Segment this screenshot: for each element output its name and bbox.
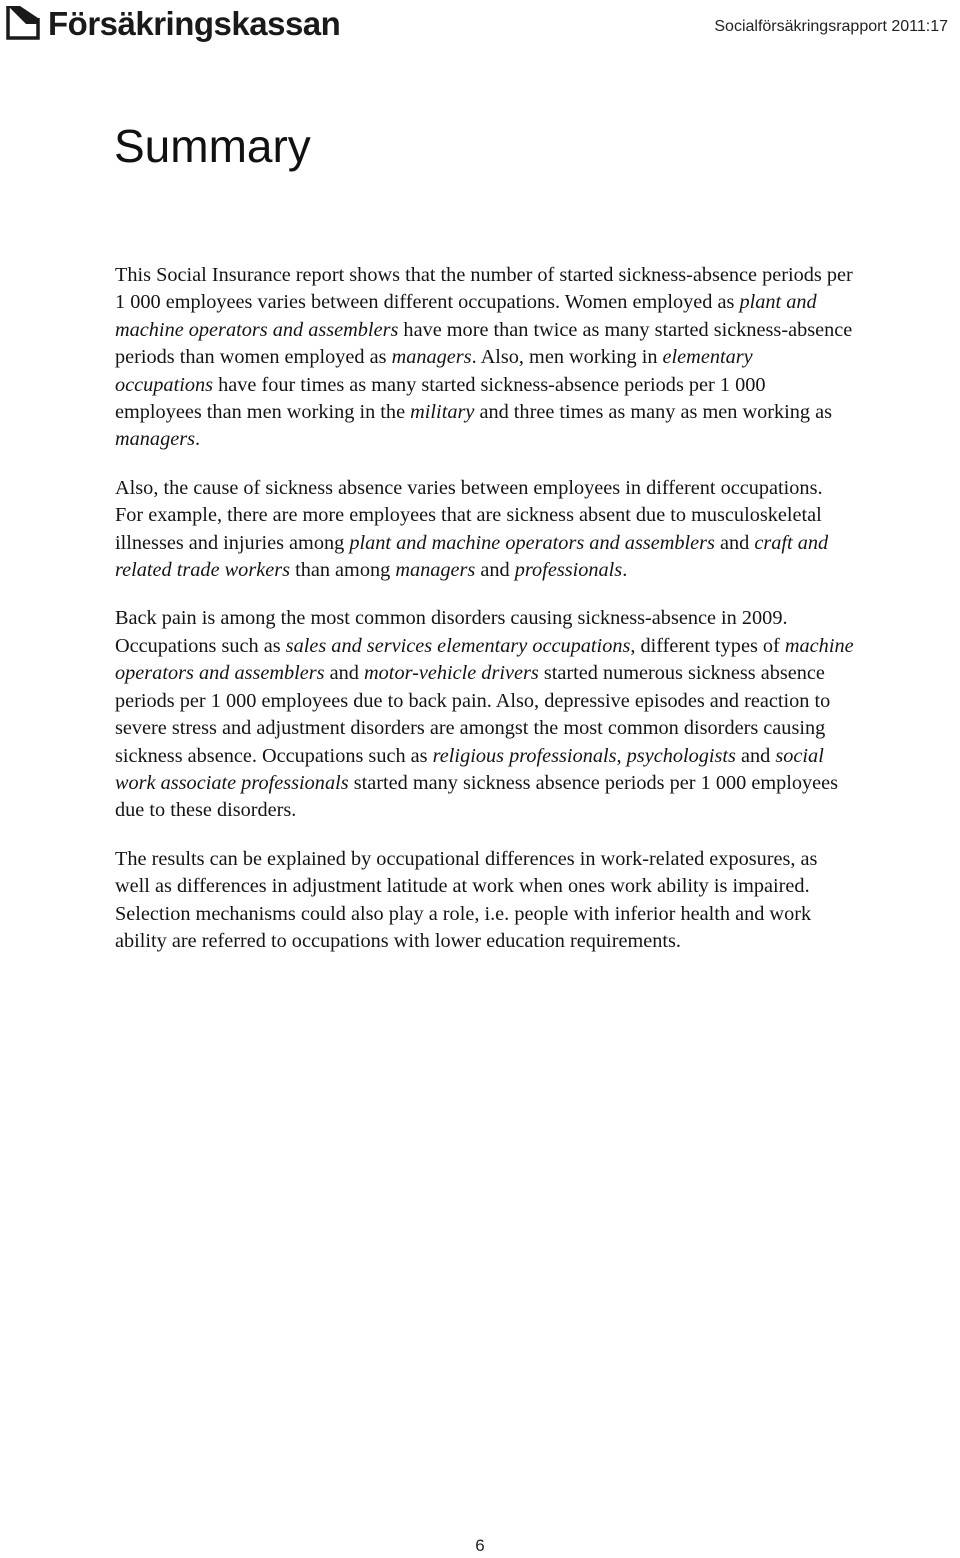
italic-term: plant and machine operators and assemblers (349, 531, 715, 554)
italic-term: plant and machine operators and assemblers (115, 291, 817, 341)
page-number: 6 (475, 1536, 485, 1555)
text-run: and three times as many as men working as (474, 401, 833, 424)
page-header (0, 0, 960, 60)
text-run: The results can be explained by occupational differences in work-related exposures, as well as differences in adjustment latitude at work when ones work ability is impaired. Selection mechanisms could also play a role, i.e. people with inferior health and work ability are referred to occupations with lower education requirements. (115, 847, 818, 952)
italic-term: craft and related trade workers (115, 531, 829, 582)
text-run: than among (290, 559, 396, 582)
text-run: and (735, 744, 776, 767)
italic-term: religious professionals (432, 744, 617, 767)
text-run: Also, the cause of sickness absence varies between employees in different occupations. For example, there are more employees that are sickness absent due to musculoskeletal illnesses and injuries among (115, 476, 823, 554)
forsakringskassan-logo-icon (6, 4, 40, 40)
paragraph-2 (115, 475, 855, 585)
page-title: Summary (114, 120, 311, 172)
report-identifier: Socialförsäkringsrapport 2011:17 (714, 18, 948, 35)
italic-term: motor-vehicle drivers (364, 662, 539, 685)
text-run: This Social Insurance report shows that the number of started sickness-absence periods per 1 000 employees varies between different occupations. Women employed as (115, 264, 853, 314)
text-run: started numerous sickness absence periods per 1 000 employees due to back pain. Also, depressive episodes and reaction to severe stress and adjustment disorders are amongst the most common disorders causing sickness absence. Occupations such as (115, 662, 831, 767)
italic-term: social work associate professionals (115, 744, 824, 794)
italic-term: sales and services elementary occupations (285, 634, 631, 657)
text-run: and (714, 531, 755, 554)
italic-term: managers (391, 346, 472, 369)
italic-term: managers (115, 428, 195, 451)
text-run: . (622, 559, 628, 582)
italic-term: military (410, 401, 475, 424)
text-run: . (195, 428, 201, 451)
text-run: and (475, 559, 515, 582)
italic-term: professionals (514, 559, 623, 582)
text-run: , different types of (630, 634, 785, 657)
paragraph-4 (115, 846, 855, 956)
text-run: and (324, 662, 365, 685)
italic-term: psychologists (626, 744, 736, 767)
text-run: Back pain is among the most common disorders causing sickness-absence in 2009. Occupations such as (115, 607, 788, 657)
text-run: started many sickness absence periods per 1 000 employees due to these disorders. (115, 771, 839, 822)
italic-term: managers (395, 559, 476, 582)
italic-term: elementary occupations (115, 346, 753, 396)
text-run: have four times as many started sickness-absence periods per 1 000 employees than men working in the (115, 373, 766, 424)
paragraph-3 (115, 605, 855, 824)
paragraph-1 (115, 262, 855, 454)
text-run: have more than twice as many started sickness-absence periods than women employed as (115, 318, 853, 369)
italic-term: machine operators and assemblers (115, 634, 854, 685)
summary-body (115, 262, 855, 976)
logo-wordmark: Försäkringskassan (48, 5, 341, 42)
text-run: . Also, men working in (471, 346, 663, 369)
text-run: , (616, 744, 627, 767)
